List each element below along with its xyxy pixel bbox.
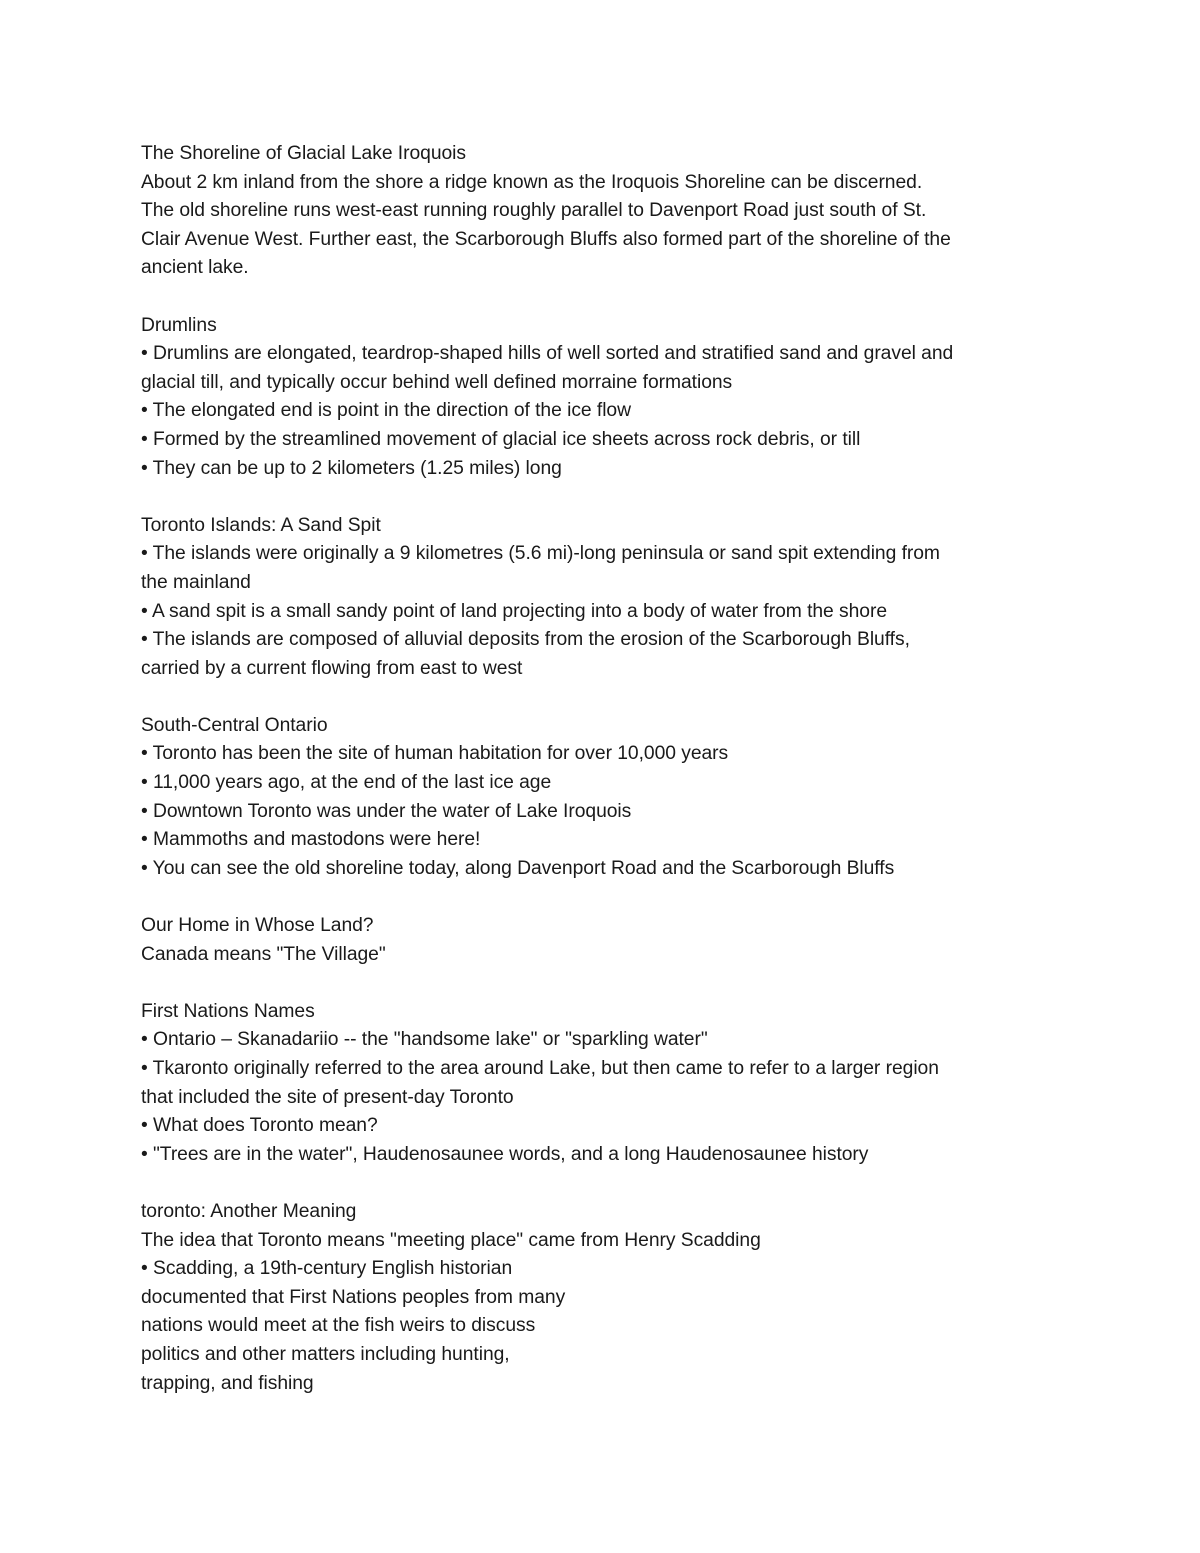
section-heading: First Nations Names <box>141 1000 315 1022</box>
spacer <box>141 483 1071 512</box>
section-heading: Toronto Islands: A Sand Spit <box>141 514 381 536</box>
bullet-line: • They can be up to 2 kilometers (1.25 miles) long <box>141 457 562 479</box>
section-heading: Our Home in Whose Land? <box>141 915 374 937</box>
paragraph-line: politics and other matters including hunting, <box>141 1343 510 1365</box>
bullet-line: glacial till, and typically occur behind well defined morraine formations <box>141 371 733 393</box>
section-heading: Drumlins <box>141 314 217 336</box>
paragraph-line: About 2 km inland from the shore a ridge known as the Iroquois Shoreline can be discerned. <box>141 171 923 193</box>
section-south-central-ontario <box>141 712 1071 884</box>
paragraph-line: nations would meet at the fish weirs to discuss <box>141 1315 536 1337</box>
spacer <box>141 283 1071 312</box>
bullet-line: • Downtown Toronto was under the water of Lake Iroquois <box>141 800 632 822</box>
bullet-line: • 11,000 years ago, at the end of the last ice age <box>141 772 552 794</box>
paragraph-line: Canada means "The Village" <box>141 943 386 965</box>
paragraph-line: documented that First Nations peoples from many <box>141 1286 566 1308</box>
bullet-line: • Toronto has been the site of human habitation for over 10,000 years <box>141 743 729 765</box>
section-another-meaning <box>141 1198 1071 1398</box>
bullet-line: • Ontario – Skanadariio -- the "handsome lake" or "sparkling water" <box>141 1029 708 1051</box>
bullet-line: carried by a current flowing from east to west <box>141 657 523 679</box>
bullet-line: • Mammoths and mastodons were here! <box>141 829 481 851</box>
bullet-line: • A sand spit is a small sandy point of land projecting into a body of water from the shore <box>141 600 888 622</box>
bullet-line: the mainland <box>141 571 251 593</box>
paragraph-line: The old shoreline runs west-east running roughly parallel to Davenport Road just south of St. <box>141 200 927 222</box>
bullet-line: • The islands were originally a 9 kilometres (5.6 mi)-long peninsula or sand spit extending from <box>141 543 940 565</box>
section-heading: toronto: Another Meaning <box>141 1200 357 1222</box>
section-heading: South-Central Ontario <box>141 714 328 736</box>
bullet-line: • The islands are composed of alluvial deposits from the erosion of the Scarborough Bluffs, <box>141 629 910 651</box>
bullet-line: • You can see the old shoreline today, along Davenport Road and the Scarborough Bluffs <box>141 857 895 879</box>
spacer <box>141 1169 1071 1198</box>
section-first-nations-names <box>141 998 1071 1170</box>
section-shoreline <box>141 140 1071 283</box>
paragraph-line: trapping, and fishing <box>141 1372 314 1394</box>
paragraph-line: The idea that Toronto means "meeting place" came from Henry Scadding <box>141 1229 761 1251</box>
spacer <box>141 969 1071 998</box>
spacer <box>141 683 1071 712</box>
spacer <box>141 883 1071 912</box>
bullet-line: that included the site of present-day Toronto <box>141 1086 514 1108</box>
section-toronto-islands <box>141 512 1071 684</box>
bullet-line: • The elongated end is point in the direction of the ice flow <box>141 400 631 422</box>
bullet-line: • What does Toronto mean? <box>141 1115 378 1137</box>
bullet-line: • Formed by the streamlined movement of glacial ice sheets across rock debris, or till <box>141 428 861 450</box>
section-heading: The Shoreline of Glacial Lake Iroquois <box>141 143 466 164</box>
paragraph-line: Clair Avenue West. Further east, the Scarborough Bluffs also formed part of the shoreline of the <box>141 228 951 250</box>
bullet-line: • "Trees are in the water", Haudenosaunee words, and a long Haudenosaunee history <box>141 1143 869 1165</box>
paragraph-line: ancient lake. <box>141 257 249 279</box>
document-page <box>141 140 1071 1398</box>
section-drumlins <box>141 312 1071 484</box>
section-whose-land <box>141 912 1071 969</box>
bullet-line: • Drumlins are elongated, teardrop-shaped hills of well sorted and stratified sand and gravel and <box>141 343 954 365</box>
bullet-line: • Tkaronto originally referred to the area around Lake, but then came to refer to a larger region <box>141 1058 939 1079</box>
bullet-line: • Scadding, a 19th-century English historian <box>141 1258 513 1280</box>
